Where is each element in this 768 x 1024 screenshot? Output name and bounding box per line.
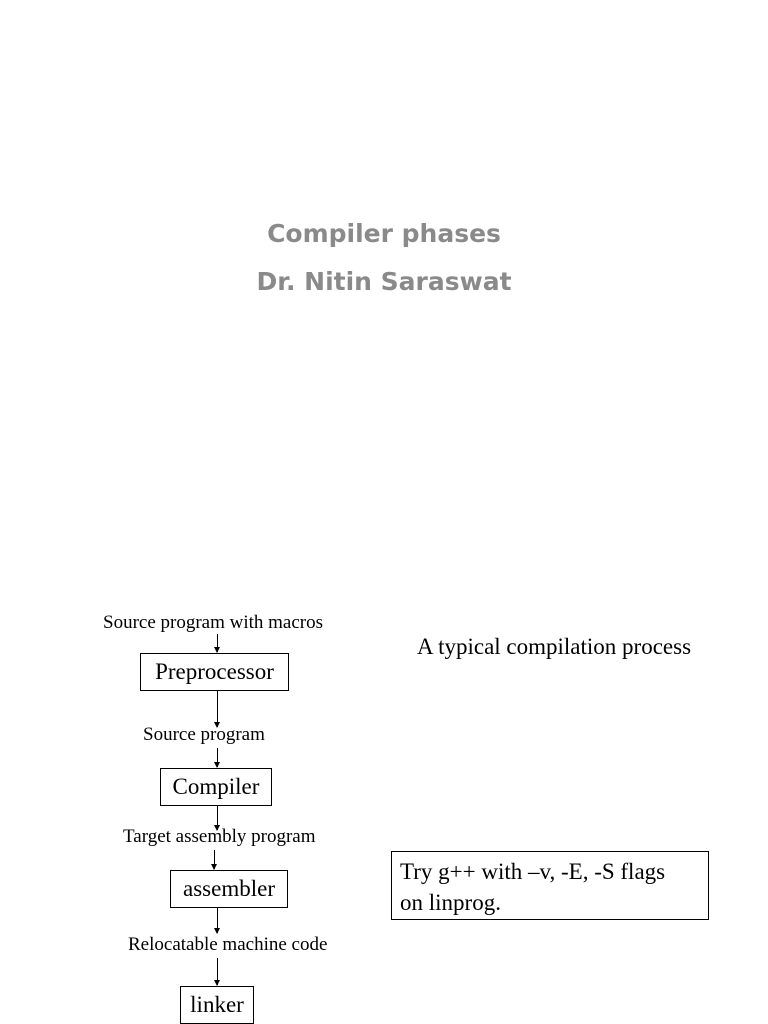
title-line: Compiler phases: [267, 219, 501, 248]
slide-title: [0, 210, 768, 306]
label-source-with-macros: Source program with macros: [103, 612, 324, 633]
note-line: on linprog.: [400, 890, 501, 915]
diagram-caption: A typical compilation process: [417, 634, 692, 659]
arrow-to-preprocessor: [217, 634, 218, 652]
arrow-from-assembler: [217, 908, 218, 933]
assembler-box: assembler: [170, 870, 288, 908]
author-line: Dr. Nitin Saraswat: [256, 267, 512, 296]
note-line: Try g++ with –v, -E, -S flags: [400, 859, 666, 884]
preprocessor-box: Preprocessor: [140, 653, 289, 691]
arrow-to-assembler: [214, 850, 215, 869]
note-box: [391, 851, 709, 920]
arrow-from-preprocessor: [217, 691, 218, 727]
arrow-to-compiler: [217, 748, 218, 767]
label-source-program: Source program: [143, 724, 265, 745]
compiler-box: Compiler: [160, 768, 272, 806]
label-target-assembly: Target assembly program: [123, 826, 316, 847]
linker-box: linker: [180, 986, 254, 1024]
label-relocatable-code: Relocatable machine code: [128, 934, 328, 955]
arrow-to-linker: [217, 958, 218, 985]
